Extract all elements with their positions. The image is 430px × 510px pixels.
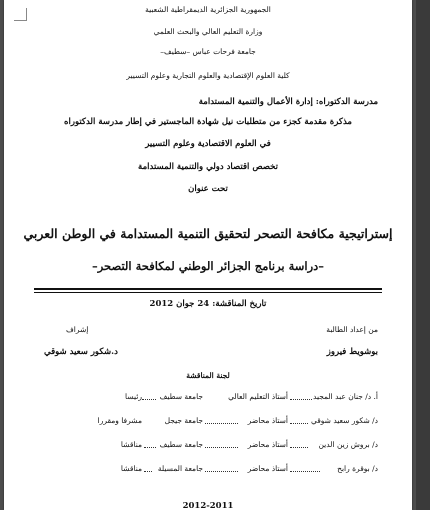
member-university: جامعة المسيلة bbox=[157, 464, 203, 473]
committee-heading: لجنة المناقشة bbox=[186, 371, 230, 380]
committee-row bbox=[36, 416, 378, 428]
dotted-leader bbox=[290, 471, 320, 472]
supervisor-name: د.شكور سعيد شوقي bbox=[44, 347, 118, 357]
member-university: جامعة جيجل bbox=[164, 416, 203, 425]
defense-date: تاريخ المناقشة: 24 جوان 2012 bbox=[149, 299, 267, 309]
ministry-name: وزارة التعليم العالي والبحث العلمي bbox=[153, 27, 263, 36]
dotted-leader bbox=[290, 399, 312, 400]
dotted-leader bbox=[144, 471, 152, 472]
dotted-leader bbox=[144, 447, 156, 448]
member-name: أ. د/ جنان عبد المجيد bbox=[313, 392, 378, 401]
student-name: بوشويط فيروز bbox=[326, 347, 378, 357]
title-separator bbox=[34, 288, 382, 293]
document-page bbox=[4, 0, 412, 510]
member-university: جامعة سطيف bbox=[159, 392, 203, 401]
university-name: جامعة فرحات عباس –سطيف– bbox=[160, 47, 256, 56]
dotted-leader bbox=[205, 447, 238, 448]
viewer-scrollbar[interactable] bbox=[416, 0, 430, 510]
prepared-by-label: من إعداد الطالبة bbox=[326, 325, 378, 334]
field-of-study: في العلوم الاقتصادية وعلوم التسيير bbox=[145, 139, 271, 149]
thesis-title-line-1: إستراتيجية مكافحة التصحر لتحقيق التنمية المستدامة في الوطن العربي bbox=[23, 226, 393, 241]
dotted-leader bbox=[290, 447, 308, 448]
member-name: د/ شكور سعيد شوقي bbox=[310, 416, 378, 425]
committee-row bbox=[36, 392, 378, 404]
member-role: رئيسا bbox=[125, 392, 142, 401]
member-name: د/ بروش زين الدين bbox=[318, 440, 378, 449]
supervision-label: إشراف bbox=[66, 325, 89, 334]
member-rank: أستاذ محاضر bbox=[247, 416, 288, 425]
dotted-leader bbox=[205, 471, 238, 472]
committee-row bbox=[36, 464, 378, 476]
member-role: مناقشا bbox=[120, 464, 142, 473]
committee-row bbox=[36, 440, 378, 452]
republic-name: الجمهورية الجزائرية الديمقراطية الشعبية bbox=[145, 5, 271, 14]
faculty-name: كلية العلوم الإقتصادية والعلوم التجارية وعلوم التسيير bbox=[126, 71, 290, 80]
under-title-label: تحت عنوان bbox=[188, 184, 228, 194]
dotted-leader bbox=[142, 399, 156, 400]
memo-description: مذكرة مقدمة كجزء من متطلبات نيل شهادة الماجستير في إطار مدرسة الدكتوراه bbox=[64, 117, 352, 127]
member-name: د/ بوقرة رابح bbox=[337, 464, 378, 473]
member-rank: أستاذ محاضر bbox=[247, 464, 288, 473]
specialty: تخصص اقتصاد دولي والتنمية المستدامة bbox=[138, 162, 278, 172]
thesis-title-line-2: –دراسة برنامج الجزائر الوطني لمكافحة التصحر– bbox=[91, 259, 325, 273]
member-university: جامعة سطيف bbox=[159, 440, 203, 449]
member-rank: أستاذ محاضر bbox=[247, 440, 288, 449]
dotted-leader bbox=[290, 423, 308, 424]
dotted-leader bbox=[205, 423, 238, 424]
academic-year: 2012-2011 bbox=[182, 501, 234, 510]
doctoral-school: مدرسة الدكتوراه: إدارة الأعمال والتنمية المستدامة bbox=[198, 97, 378, 107]
member-role: مناقشا bbox=[120, 440, 142, 449]
member-rank: أستاذ التعليم العالي bbox=[228, 392, 288, 401]
member-role: مشرفا ومقررا bbox=[97, 416, 142, 425]
